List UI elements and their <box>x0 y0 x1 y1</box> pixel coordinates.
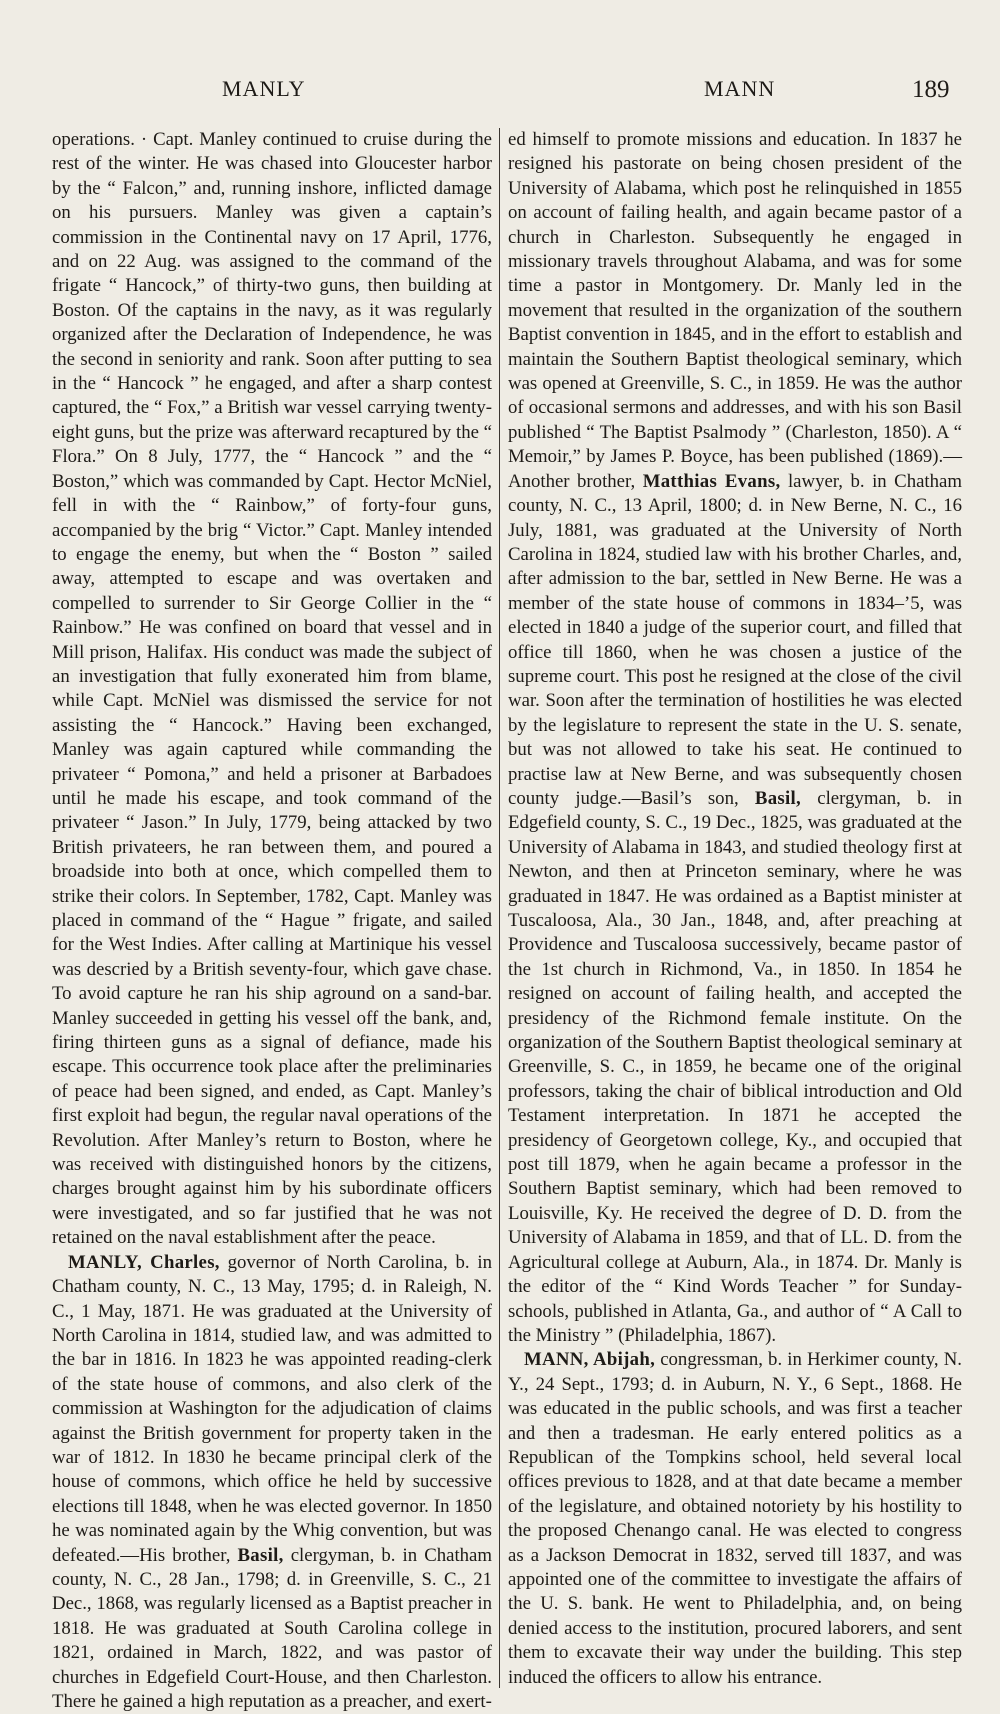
entry-headword: MANLY, Charles, <box>68 1251 220 1273</box>
header-right-word: MANN <box>704 76 776 101</box>
entry-text: congressman, b. in Herkimer county, N. Y., 24 Sept., 1793; d. in Auburn, N. Y., 6 Sept., 1868. He was educated in the public schools, and was first a teacher and then a tradesman. He early entered politics as a Republican of the Tompkins school, held several local offices previous to 1828, and at that date became a member of the legislature, and obtained notoriety by his hostility to the proposed Chenango canal. He was elected to congress as a Jackson Democrat in 1832, served till 1837, and was appointed one of the committee to investigate the affairs of the U. S. bank. He went to Philadelphia, and, on being denied access to the institution, procured laborers, and sent them to excavate their way under the building. This step induced the officers to allow his entrance. <box>508 1349 962 1688</box>
sub-entry-text: clergyman, b. in Chatham county, N. C., 28 Jan., 1798; d. in Greenville, S. C., 21 Dec., 1868, was regularly licensed as a Baptist preacher in 1818. He was graduated at South Carolina college in 1821, ordained in March, 1822, and was pastor of churches in Edgefield Court-House, and then Charleston. There he gained a high reputation as a preacher, and exert- <box>52 1544 492 1712</box>
left-column <box>52 128 492 1712</box>
entry-headword: MANN, Abijah, <box>524 1349 656 1371</box>
sub-entry-text: lawyer, b. in Chatham county, N. C., 13 April, 1800; d. in New Berne, N. C., 16 July, 1881, was graduated at the University of North Carolina in 1824, studied law with his brother Charles, and, after admission to the bar, settled in New Berne. He was a member of the state house of commons in 1834–’5, was elected in 1840 a judge of the superior court, and filled that office till 1860, when he was chosen a justice of the supreme court. This post he resigned at the close of the civil war. Soon after the termination of hostilities he was elected by the legislature to represent the state in the U. S. senate, but was not allowed to take his seat. He continued to practise law at New Berne, and was subsequently chosen county judge.—Basil’s son, <box>508 470 962 809</box>
column-divider <box>499 128 500 1688</box>
entry-manly-charles <box>52 1251 492 1714</box>
header-left-word: MANLY <box>222 76 306 101</box>
running-header <box>0 76 1000 106</box>
right-column <box>508 128 962 1688</box>
sub-entry-headword: Basil, <box>754 787 802 809</box>
entry-text: governor of North Carolina, b. in Chatham county, N. C., 13 May, 1795; d. in Raleigh, N. C., 1 May, 1871. He was graduated at the University of North Carolina in 1814, studied law, and was admitted to the bar in 1816. In 1823 he was appointed reading-clerk of the state house of commons, and also clerk of the commission at Washington for the adjudication of claims against the British government for property taken in the war of 1812. In 1830 he became principal clerk of the house of commons, which office he held by successive elections till 1848, when he was elected governor. In 1850 he was nominated again by the Whig convention, but was defeated.—His brother, <box>52 1251 492 1566</box>
continued-paragraph-right <box>508 128 962 1348</box>
continued-paragraph: operations. · Capt. Manley continued to cruise during the rest of the winter. He was chased into Gloucester harbor by the “ Falcon,” and, running inshore, inflicted damage on his pursuers. Manley was given a captain’s commission in the Continental navy on 17 April, 1776, and on 22 Aug. was assigned to the command of the frigate “ Hancock,” of thirty-two guns, then building at Boston. Of the captains in the navy, as it was regularly organized after the Declaration of Independence, he was the second in seniority and rank. Soon after putting to sea in the “ Hancock ” he engaged, and after a sharp contest captured, the “ Fox,” a British war vessel carrying twenty-eight guns, but the prize was afterward recaptured by the “ Flora.” On 8 July, 1777, the “ Hancock ” and the “ Boston,” which was commanded by Capt. Hector McNiel, fell in with the “ Rainbow,” of forty-four guns, accompanied by the brig “ Victor.” Capt. Manley intended to engage the enemy, but when the “ Boston ” sailed away, attempted to escape and was overtaken and compelled to surrender to Sir George Collier in the “ Rainbow.” He was confined on board that vessel and in Mill prison, Halifax. His conduct was made the subject of an investigation that fully exonerated him from blame, while Capt. McNiel was dismissed the service for not assisting the “ Hancock.” Having been exchanged, Manley was again captured while commanding the privateer “ Pomona,” and held a prisoner at Barbadoes until he made his escape, and took command of the privateer “ Jason.” In July, 1779, being attacked by two British privateers, he ran between them, and poured a broadside into both at once, which compelled them to strike their colors. In September, 1782, Capt. Manley was placed in command of the “ Hague ” frigate, and sailed for the West Indies. After calling at Martinique his vessel was descried by a British seventy-four, which gave chase. To avoid capture he ran his ship aground on a sand-bar. Manley succeeded in getting his vessel off the bank, and, firing thirteen guns as a signal of defiance, made his escape. This occurrence took place after the preliminaries of peace had been signed, and ended, as Capt. Manley’s first exploit had begun, the regular naval operations of the Revolution. After Manley’s return to Boston, where he was received with distinguished honors by the citizens, charges brought against him by his subordinate officers were investigated, and so far justified that he was not retained on the naval establishment after the peace. <box>52 129 492 1249</box>
entry-text: ed himself to promote missions and education. In 1837 he resigned his pastorate on being chosen president of the University of Alabama, which post he relinquished in 1855 on account of failing health, and again became pastor of a church in Charleston. Subsequently he engaged in missionary travels throughout Alabama, and was for some time a pastor in Montgomery. Dr. Manly led in the movement that resulted in the organization of the southern Baptist convention in 1845, and in the effort to establish and maintain the Southern Baptist theological seminary, which was opened at Greenville, S. C., in 1859. He was the author of occasional sermons and addresses, and with his son Basil published “ The Baptist Psalmody ” (Charleston, 1850). A “ Memoir,” by James P. Boyce, has been published (1869).—Another brother, <box>508 129 962 492</box>
sub-entry-headword: Basil, <box>237 1544 284 1566</box>
sub-entry-headword: Matthias Evans, <box>642 470 781 492</box>
sub-entry-text: clergyman, b. in Edgefield county, S. C., 19 Dec., 1825, was graduated at the University of Alabama in 1843, and studied theology first at Newton, and then at Princeton seminary, where he was graduated in 1847. He was ordained as a Baptist minister at Tuscaloosa, Ala., 30 Jan., 1848, and, after preaching at Providence and Tuscaloosa successively, became pastor of the 1st church in Richmond, Va., in 1850. In 1854 he resigned on account of failing health, and accepted the presidency of the Richmond female institute. On the organization of the Southern Baptist theological seminary at Greenville, S. C., in 1859, he became one of the original professors, taking the chair of biblical introduction and Old Testament interpretation. In 1871 he accepted the presidency of Georgetown college, Ky., and occupied that post till 1879, when he again became a professor in the Southern Baptist seminary, which had been removed to Louisville, Ky. He received the degree of D. D. from the University of Alabama in 1859, and that of LL. D. from the Agricultural college at Auburn, Ala., in 1874. Dr. Manly is the editor of the “ Kind Words Teacher ” for Sunday-schools, published in Atlanta, Ga., and author of “ A Call to the Ministry ” (Philadelphia, 1867). <box>508 787 962 1346</box>
entry-mann-abijah <box>508 1348 962 1690</box>
page-number: 189 <box>912 76 950 103</box>
